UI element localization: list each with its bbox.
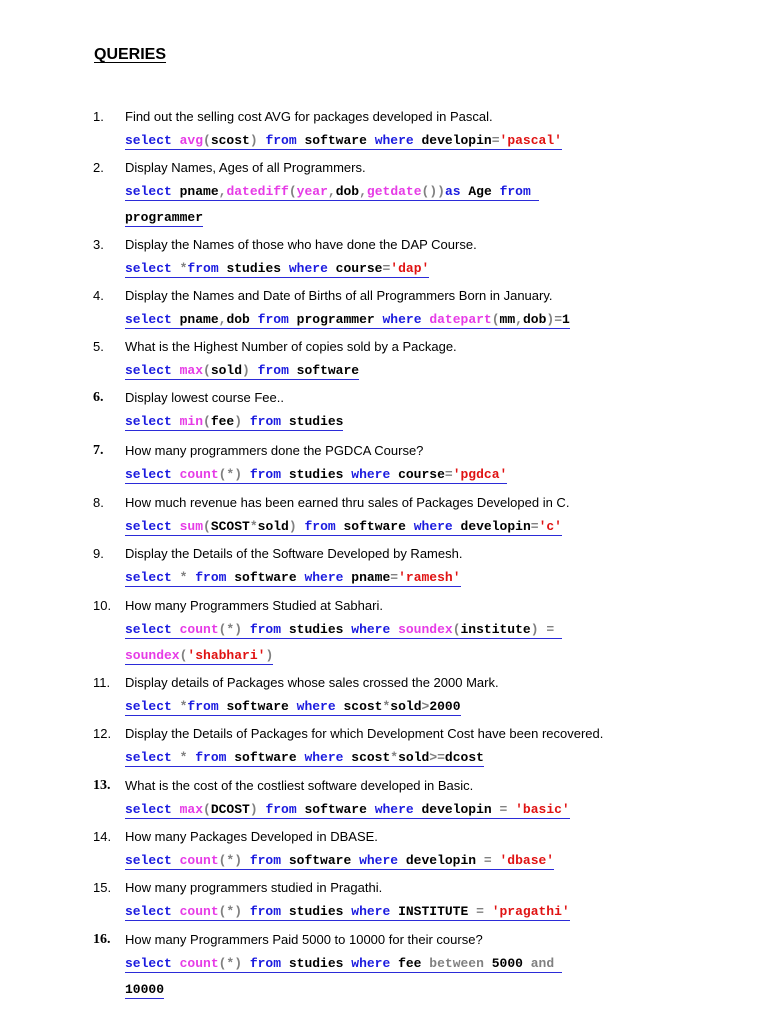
sql-token: ) <box>530 622 539 637</box>
sql-token: 5000 <box>491 956 531 971</box>
sql-token: = <box>483 853 500 868</box>
query-question: Display the Details of Packages for which Development Cost have been recovered. <box>125 726 604 741</box>
sql-token: select <box>125 519 180 534</box>
sql-token: from <box>257 133 305 148</box>
sql-token: where <box>351 956 399 971</box>
sql-token: , <box>327 184 336 199</box>
sql-token: avg <box>179 133 204 148</box>
sql-token: (*) <box>218 956 243 971</box>
sql-token: from <box>242 904 289 919</box>
sql-token: from <box>499 184 539 199</box>
sql-token: from <box>249 363 297 378</box>
sql-token: developin <box>405 853 484 868</box>
sql-token: studies <box>288 414 344 429</box>
sql-token: count <box>179 467 219 482</box>
sql-token: institute <box>460 622 531 637</box>
sql-token: pname <box>351 570 391 585</box>
sql-token: software <box>234 570 305 585</box>
sql-token: (*) <box>218 904 243 919</box>
sql-token: sold <box>398 750 430 765</box>
sql-token: ) <box>249 133 258 148</box>
sql-token: software <box>234 750 305 765</box>
sql-token: select <box>125 467 180 482</box>
sql-token: = <box>538 622 562 637</box>
sql-token: max <box>179 802 204 817</box>
sql-token: year <box>296 184 328 199</box>
sql-token: from <box>195 750 235 765</box>
sql-token: select <box>125 184 180 199</box>
sql-token: ( <box>288 184 297 199</box>
sql-token: fee <box>398 956 430 971</box>
sql-statement <box>125 363 359 380</box>
query-question: Display the Names and Date of Births of all Programmers Born in January. <box>125 288 553 303</box>
sql-token: select <box>125 904 180 919</box>
sql-token: = <box>491 133 500 148</box>
sql-token: * <box>179 750 196 765</box>
sql-token: select <box>125 853 180 868</box>
sql-token: where <box>351 467 399 482</box>
sql-token: ( <box>203 519 211 534</box>
sql-token: ( <box>203 133 211 148</box>
sql-statement <box>125 519 562 536</box>
sql-token: software <box>288 853 360 868</box>
sql-token: ) <box>242 363 250 378</box>
sql-token: where <box>359 853 406 868</box>
sql-token: where <box>288 261 336 276</box>
sql-token: dob <box>335 184 360 199</box>
sql-statement <box>125 261 429 278</box>
sql-token: count <box>179 853 219 868</box>
sql-token: = <box>499 802 516 817</box>
sql-token: select <box>125 363 180 378</box>
sql-token: (*) <box>218 622 243 637</box>
sql-token: = <box>390 570 399 585</box>
sql-token: studies <box>288 622 352 637</box>
sql-token: ( <box>491 312 500 327</box>
query-number: 16. <box>93 932 111 947</box>
sql-token: developin <box>460 519 531 534</box>
sql-statement <box>125 699 461 716</box>
sql-token: select <box>125 699 180 714</box>
query-question: How much revenue has been earned thru sales of Packages Developed in C. <box>125 495 570 510</box>
sql-token: from <box>242 853 289 868</box>
sql-statement <box>125 210 203 227</box>
sql-token: from <box>242 467 289 482</box>
sql-token: between <box>429 956 492 971</box>
sql-statement <box>125 956 562 973</box>
sql-token: sum <box>179 519 204 534</box>
sql-token: from <box>242 622 289 637</box>
sql-token: count <box>179 904 219 919</box>
sql-token: studies <box>226 261 289 276</box>
sql-token: and <box>530 956 562 971</box>
sql-token: software <box>226 699 297 714</box>
sql-token: min <box>179 414 204 429</box>
query-number: 2. <box>93 160 104 175</box>
sql-token: ) <box>288 519 297 534</box>
sql-token: 'basic' <box>515 802 570 817</box>
sql-token: fee <box>210 414 235 429</box>
sql-token: ) <box>234 414 243 429</box>
sql-statement <box>125 184 539 201</box>
query-question: How many Programmers Studied at Sabhari. <box>125 598 383 613</box>
sql-token: = <box>554 312 562 327</box>
query-number: 9. <box>93 546 104 561</box>
sql-token: from <box>257 802 305 817</box>
sql-token: = <box>530 519 539 534</box>
query-number: 7. <box>93 443 104 458</box>
sql-token: DCOST <box>210 802 250 817</box>
sql-token: studies <box>288 904 352 919</box>
sql-token: dob <box>226 312 258 327</box>
sql-token: pname <box>179 312 219 327</box>
query-number: 3. <box>93 237 104 252</box>
query-question: What is the cost of the costliest software developed in Basic. <box>125 778 474 793</box>
query-question: Display the Details of the Software Developed by Ramesh. <box>125 546 463 561</box>
sql-token: where <box>374 133 422 148</box>
sql-token: from <box>187 699 227 714</box>
sql-token: , <box>218 184 227 199</box>
query-number: 1. <box>93 109 104 124</box>
sql-token: 'dbase' <box>499 853 555 868</box>
sql-token: 10000 <box>125 982 165 997</box>
sql-token: * <box>390 750 399 765</box>
sql-statement <box>125 570 461 587</box>
sql-token: 'shabhari' <box>187 648 266 663</box>
sql-token: * <box>179 570 196 585</box>
query-number: 6. <box>93 390 104 405</box>
query-number: 5. <box>93 339 104 354</box>
sql-token: software <box>304 802 375 817</box>
sql-token: where <box>413 519 461 534</box>
sql-token: software <box>343 519 414 534</box>
sql-token: getdate <box>366 184 422 199</box>
sql-token: select <box>125 956 180 971</box>
sql-token: sold <box>390 699 422 714</box>
sql-token: select <box>125 622 180 637</box>
sql-token: soundex <box>125 648 180 663</box>
query-question: Display the Names of those who have done the DAP Course. <box>125 237 477 252</box>
sql-token: select <box>125 570 180 585</box>
query-question: How many programmers studied in Pragathi. <box>125 880 383 895</box>
sql-token: where <box>304 570 352 585</box>
sql-token: ) <box>265 648 274 663</box>
sql-token: software <box>304 133 375 148</box>
sql-token: ()) <box>421 184 445 199</box>
sql-token: select <box>125 312 180 327</box>
query-question: Find out the selling cost AVG for packages developed in Pascal. <box>125 109 493 124</box>
sql-token: 'pascal' <box>499 133 562 148</box>
sql-statement <box>125 648 273 665</box>
sql-token: ( <box>203 802 211 817</box>
sql-token: datepart <box>429 312 492 327</box>
sql-token: datediff <box>226 184 289 199</box>
sql-token: count <box>179 622 219 637</box>
query-question: Display Names, Ages of all Programmers. <box>125 160 366 175</box>
sql-statement <box>125 750 484 767</box>
sql-statement <box>125 853 554 870</box>
query-number: 11. <box>93 675 111 690</box>
sql-token: dob <box>522 312 547 327</box>
sql-token: , <box>515 312 523 327</box>
sql-token: studies <box>288 956 352 971</box>
sql-token: (*) <box>218 853 243 868</box>
sql-token: * <box>179 261 188 276</box>
sql-token: mm <box>499 312 516 327</box>
sql-token: 'pragathi' <box>491 904 570 919</box>
sql-token: scost <box>343 699 383 714</box>
sql-statement <box>125 312 570 329</box>
sql-token: scost <box>210 133 250 148</box>
query-question: Display details of Packages whose sales crossed the 2000 Mark. <box>125 675 499 690</box>
sql-statement <box>125 904 570 921</box>
sql-token: scost <box>351 750 391 765</box>
sql-token: * <box>382 699 391 714</box>
sql-token: = <box>382 261 391 276</box>
sql-token: , <box>359 184 367 199</box>
sql-token: soundex <box>398 622 453 637</box>
query-number: 14. <box>93 829 112 844</box>
sql-token: INSTITUTE <box>398 904 477 919</box>
sql-statement <box>125 622 562 639</box>
sql-token: ( <box>452 622 461 637</box>
sql-token: >= <box>429 750 445 765</box>
sql-statement <box>125 467 507 484</box>
sql-token: from <box>242 956 289 971</box>
sql-token: select <box>125 802 180 817</box>
sql-token: 'pgdca' <box>452 467 508 482</box>
sql-token: sold <box>257 519 289 534</box>
sql-token: Age <box>468 184 500 199</box>
sql-token: software <box>296 363 360 378</box>
sql-token: select <box>125 261 180 276</box>
sql-token: * <box>249 519 258 534</box>
query-number: 10. <box>93 598 112 613</box>
sql-statement <box>125 802 570 819</box>
sql-token: developin <box>421 133 492 148</box>
sql-token: select <box>125 750 180 765</box>
sql-token: where <box>374 802 422 817</box>
sql-token: select <box>125 414 180 429</box>
sql-token: 'dap' <box>390 261 430 276</box>
sql-token: , <box>218 312 227 327</box>
sql-token: ) <box>546 312 555 327</box>
sql-token: > <box>421 699 430 714</box>
query-question: How many Programmers Paid 5000 to 10000 for their course? <box>125 932 483 947</box>
sql-token: * <box>179 699 188 714</box>
query-number: 13. <box>93 778 111 793</box>
sql-token: where <box>351 622 399 637</box>
sql-token: course <box>398 467 445 482</box>
sql-statement <box>125 133 562 150</box>
query-number: 12. <box>93 726 112 741</box>
sql-token: programmer <box>125 210 204 225</box>
sql-token: 'ramesh' <box>398 570 461 585</box>
sql-token: course <box>335 261 383 276</box>
sql-statement <box>125 982 164 999</box>
sql-token: from <box>242 414 289 429</box>
sql-token: pname <box>179 184 219 199</box>
sql-token: dcost <box>444 750 484 765</box>
query-number: 8. <box>93 495 104 510</box>
sql-token: sold <box>210 363 243 378</box>
sql-token: max <box>179 363 204 378</box>
sql-token: select <box>125 133 180 148</box>
query-question: How many Packages Developed in DBASE. <box>125 829 378 844</box>
query-question: Display lowest course Fee.. <box>125 390 284 405</box>
query-question: How many programmers done the PGDCA Course? <box>125 443 424 458</box>
sql-token: where <box>296 699 344 714</box>
sql-token: 1 <box>562 312 570 327</box>
sql-token: from <box>296 519 344 534</box>
sql-token: programmer <box>296 312 383 327</box>
sql-token: count <box>179 956 219 971</box>
sql-token: ) <box>249 802 258 817</box>
page-title: QUERIES <box>94 46 167 63</box>
sql-token: from <box>187 261 227 276</box>
sql-statement <box>125 414 343 431</box>
sql-token: as <box>444 184 469 199</box>
sql-token: 'c' <box>538 519 562 534</box>
sql-token: ( <box>203 363 211 378</box>
query-number: 4. <box>93 288 104 303</box>
sql-token: where <box>351 904 399 919</box>
sql-token: from <box>195 570 235 585</box>
sql-token: SCOST <box>210 519 250 534</box>
sql-token: = <box>444 467 453 482</box>
sql-token: ( <box>179 648 188 663</box>
sql-token: ( <box>203 414 211 429</box>
sql-token: where <box>382 312 430 327</box>
sql-token: 2000 <box>429 699 461 714</box>
query-question: What is the Highest Number of copies sold by a Package. <box>125 339 457 354</box>
sql-token: where <box>304 750 352 765</box>
sql-token: = <box>476 904 492 919</box>
query-number: 15. <box>93 880 112 895</box>
sql-token: developin <box>421 802 500 817</box>
sql-token: from <box>257 312 297 327</box>
sql-token: (*) <box>218 467 243 482</box>
sql-token: studies <box>288 467 352 482</box>
